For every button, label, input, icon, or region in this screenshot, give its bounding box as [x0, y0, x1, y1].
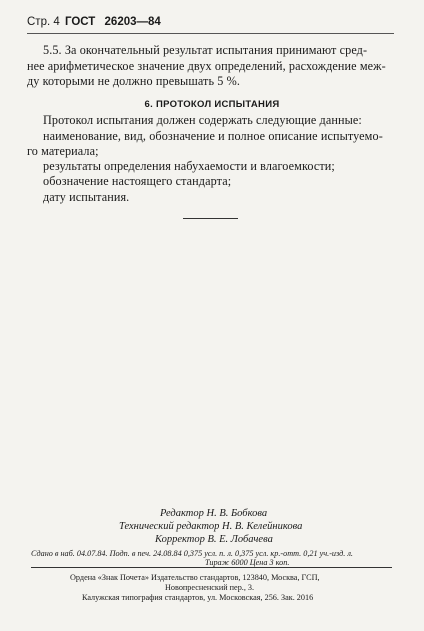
corrector-role: Корректор — [155, 534, 205, 545]
imprint-line: Сдано в наб. 04.07.84. Подп. в печ. 24.08.84 0,375 усл. п. л. 0,375 усл. кр.-отт. 0,21 уч.-изд. л. — [31, 549, 353, 558]
publisher-line: Ордена «Знак Почета» Издательство стандартов, 123840, Москва, ГСП, — [70, 573, 320, 582]
gost-label: ГОСТ — [64, 16, 96, 28]
tech-editor-name: Н. В. Келейникова — [222, 521, 303, 532]
section-line: результаты определения набухаемости и влагоемкости; — [43, 159, 335, 173]
footer-rule — [31, 567, 392, 568]
editor-name: Н. В. Бобкова — [206, 508, 268, 519]
editor-role: Редактор — [160, 508, 204, 519]
editor-credit — [160, 508, 267, 519]
section-line: обозначение настоящего стандарта; — [43, 174, 232, 188]
standard-number: 26203—84 — [104, 16, 161, 28]
header-rule — [27, 33, 394, 34]
publisher-line: Калужская типография стандартов, ул. Московская, 256. Зак. 2016 — [82, 593, 314, 602]
publisher-line: Новопресненский пер., 3. — [165, 583, 255, 592]
clause-line: ду которыми не должно превышать 5 %. — [27, 74, 240, 88]
section-title: 6. ПРОТОКОЛ ИСПЫТАНИЯ — [144, 99, 280, 110]
clause-line: 5.5. За окончательный результат испытания принимают сред- — [43, 43, 368, 57]
section-line: дату испытания. — [43, 190, 130, 204]
tech-editor-credit — [119, 521, 302, 532]
imprint-line: Тираж 6000 Цена 3 коп. — [205, 558, 290, 567]
section-line: го материала; — [27, 144, 99, 158]
section-end-rule — [183, 218, 238, 219]
tech-editor-role: Технический редактор — [119, 521, 220, 532]
corrector-credit — [155, 534, 273, 545]
section-line: наименование, вид, обозначение и полное описание испытуемо- — [43, 129, 383, 143]
corrector-name: В. Е. Лобачева — [207, 534, 273, 545]
clause-line: нее арифметическое значение двух определений, расхождение меж- — [27, 59, 386, 73]
section-line: Протокол испытания должен содержать следующие данные: — [43, 113, 362, 127]
running-header — [27, 16, 161, 28]
page-number: Стр. 4 — [27, 16, 60, 28]
